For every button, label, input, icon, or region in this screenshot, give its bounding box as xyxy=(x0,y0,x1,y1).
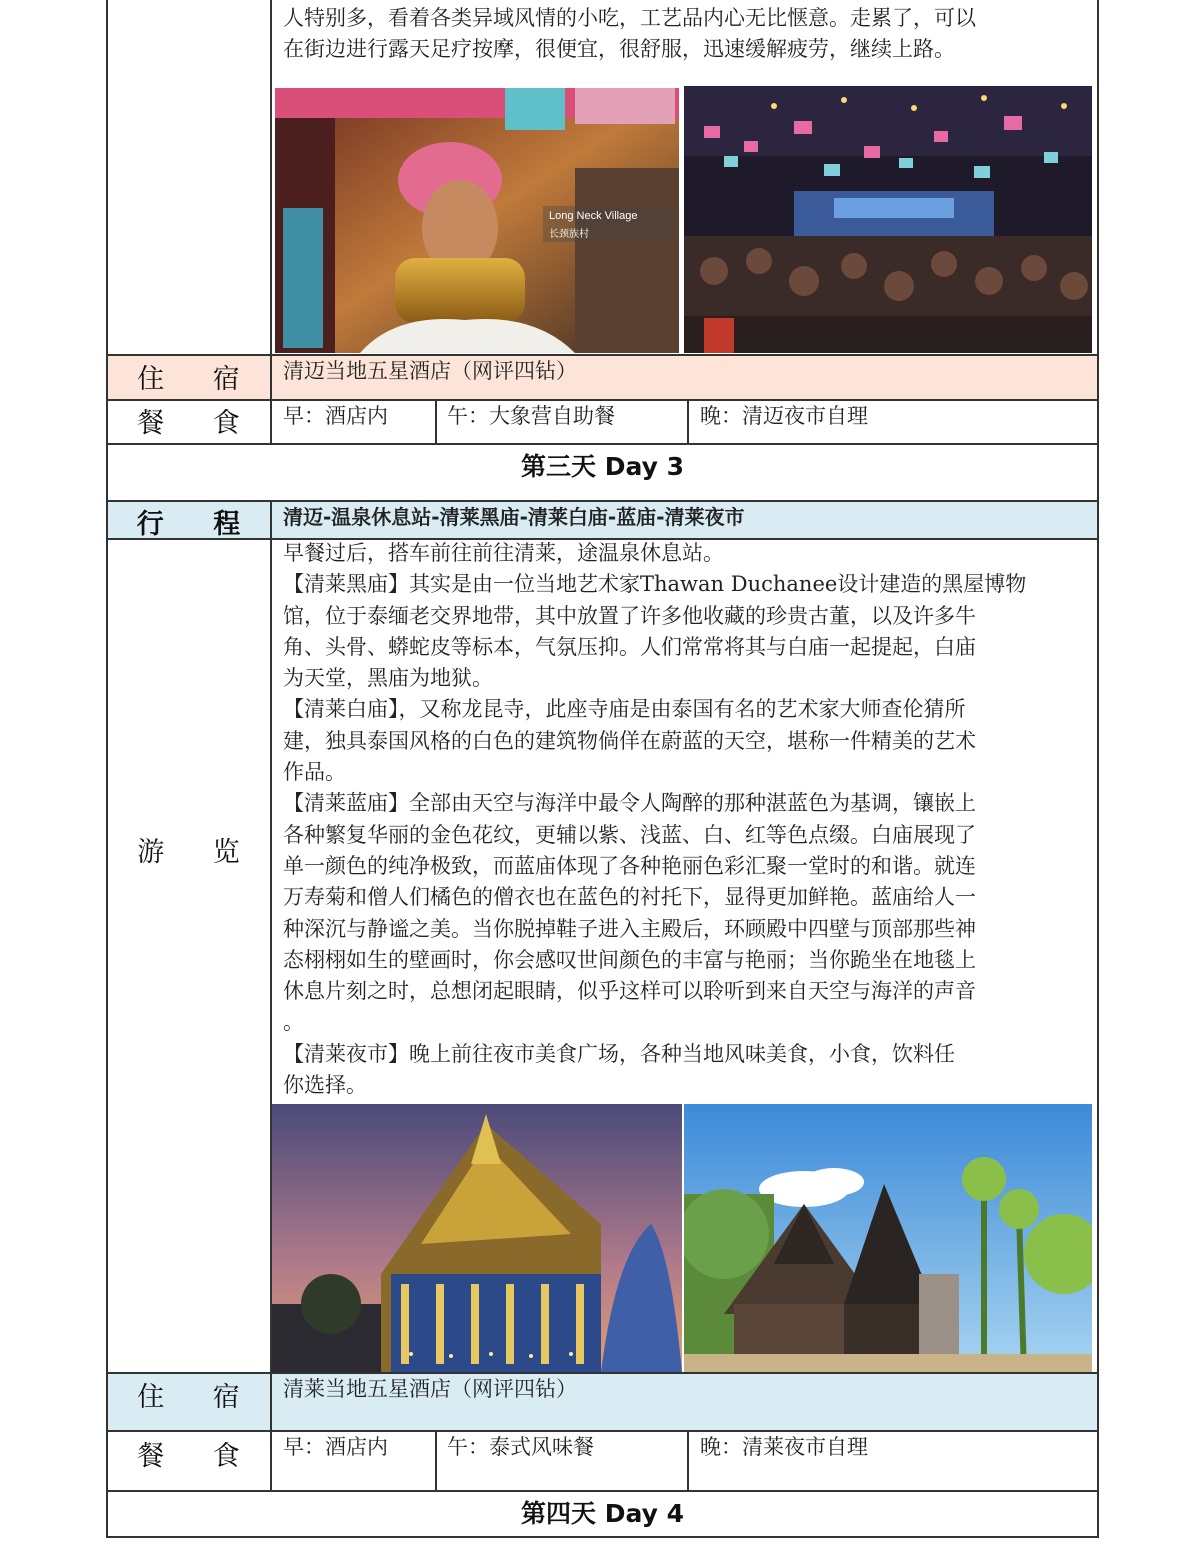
tour-line: 。 xyxy=(283,1010,304,1035)
lodging-value-day3: 清莱当地五星酒店（网评四钻） xyxy=(283,1377,577,1401)
tour-description-day3 xyxy=(283,538,1093,1101)
tour-line: 【清莱蓝庙】全部由天空与海洋中最令人陶醉的那种湛蓝色为基调，镶嵌上 xyxy=(283,791,976,816)
tour-line: 各种繁复华丽的金色花纹，更辅以紫、浅蓝、白、红等色点缀。白庙展现了 xyxy=(283,822,976,847)
photo-black-house xyxy=(684,1104,1092,1372)
lodging-value-day2: 清迈当地五星酒店（网评四钻） xyxy=(283,359,577,383)
lodging-label-day3: 住 宿 xyxy=(137,1382,260,1413)
photo-long-neck-village xyxy=(275,88,679,353)
grid-line xyxy=(435,399,437,444)
grid-line xyxy=(270,0,272,444)
dinner-day3: 晚：清莱夜市自理 xyxy=(700,1435,868,1459)
grid-line xyxy=(106,443,1099,445)
lunch-day2: 午：大象营自助餐 xyxy=(447,404,615,428)
photo-caption-cn: 长颈族村 xyxy=(549,229,589,240)
day4-title: 第四天 Day 4 xyxy=(521,1499,684,1528)
tour-line: 【清莱夜市】晚上前往夜市美食广场，各种当地风味美食，小食，饮料任 xyxy=(283,1041,955,1066)
grid-line xyxy=(1097,0,1099,1538)
tour-line: 【清莱黑庙】其实是由一位当地艺术家Thawan Duchanee设计建造的黑屋博物 xyxy=(283,572,1027,597)
tour-line: 为天堂，黑庙为地狱。 xyxy=(283,666,493,691)
intro-line-1: 人特别多，看着各类异域风情的小吃，工艺品内心无比惬意。走累了，可以 xyxy=(283,6,976,30)
grid-line xyxy=(106,1536,1099,1538)
lodging-label-day2: 住 宿 xyxy=(137,364,260,395)
grid-line xyxy=(106,0,108,1538)
photo-caption-en: Long Neck Village xyxy=(549,210,638,222)
tour-line: 馆，位于泰缅老交界地带，其中放置了许多他收藏的珍贵古董，以及许多牛 xyxy=(283,603,976,628)
dinner-day2: 晚：清迈夜市自理 xyxy=(700,404,868,428)
grid-line xyxy=(106,354,1099,356)
grid-line xyxy=(687,1430,689,1491)
tour-line: 万寿菊和僧人们橘色的僧衣也在蓝色的衬托下，显得更加鲜艳。蓝庙给人一 xyxy=(283,885,976,910)
tour-label-day3: 游 览 xyxy=(137,837,260,868)
grid-line xyxy=(106,1372,1099,1374)
route-value-day3: 清迈-温泉休息站-清莱黑庙-清莱白庙-蓝庙-清莱夜市 xyxy=(283,505,745,529)
tour-line: 早餐过后，搭车前往前往清莱，途温泉休息站。 xyxy=(283,541,724,565)
tour-line: 你选择。 xyxy=(283,1073,367,1098)
tour-line: 态栩栩如生的壁画时，你会感叹世间颜色的丰富与艳丽；当你跪坐在地毯上 xyxy=(283,947,976,972)
grid-line xyxy=(106,1430,1099,1432)
route-label-day3: 行 程 xyxy=(136,509,261,540)
tour-line: 建，独具泰国风格的白色的建筑物倘佯在蔚蓝的天空，堪称一件精美的艺术 xyxy=(283,728,976,753)
itinerary-table xyxy=(106,0,1099,1538)
photo-night-market xyxy=(684,86,1092,353)
grid-line xyxy=(435,1430,437,1491)
breakfast-day3: 早：酒店内 xyxy=(283,1435,388,1459)
tour-line: 作品。 xyxy=(283,760,346,785)
lunch-day3: 午：泰式风味餐 xyxy=(447,1435,594,1459)
tour-line: 种深沉与静谧之美。当你脱掉鞋子进入主殿后，环顾殿中四壁与顶部那些神 xyxy=(283,916,976,941)
breakfast-day2: 早：酒店内 xyxy=(283,404,388,428)
tour-line: 角、头骨、蟒蛇皮等标本，气氛压抑。人们常常将其与白庙一起提起，白庙 xyxy=(283,634,976,659)
tour-line: 【清莱白庙】，又称龙昆寺，此座寺庙是由泰国有名的艺术家大师查伦猜所 xyxy=(283,697,966,722)
grid-line xyxy=(106,1490,1099,1492)
meals-label-day3: 餐 食 xyxy=(137,1441,260,1472)
tour-line: 休息片刻之时，总想闭起眼睛，似乎这样可以聆听到来自天空与海洋的声音 xyxy=(283,979,976,1004)
grid-line xyxy=(106,399,1099,401)
day3-title: 第三天 Day 3 xyxy=(521,452,684,481)
grid-line xyxy=(687,399,689,444)
grid-line xyxy=(106,500,1099,502)
grid-line xyxy=(106,538,1099,540)
intro-line-2: 在街边进行露天足疗按摩，很便宜，很舒服，迅速缓解疲劳，继续上路。 xyxy=(283,37,955,61)
grid-line xyxy=(270,500,272,1491)
meals-label-day2: 餐 食 xyxy=(137,408,260,439)
photo-blue-temple xyxy=(271,1104,682,1372)
tour-line: 单一颜色的纯净极致，而蓝庙体现了各种艳丽色彩汇聚一堂时的和谐。就连 xyxy=(283,853,976,878)
